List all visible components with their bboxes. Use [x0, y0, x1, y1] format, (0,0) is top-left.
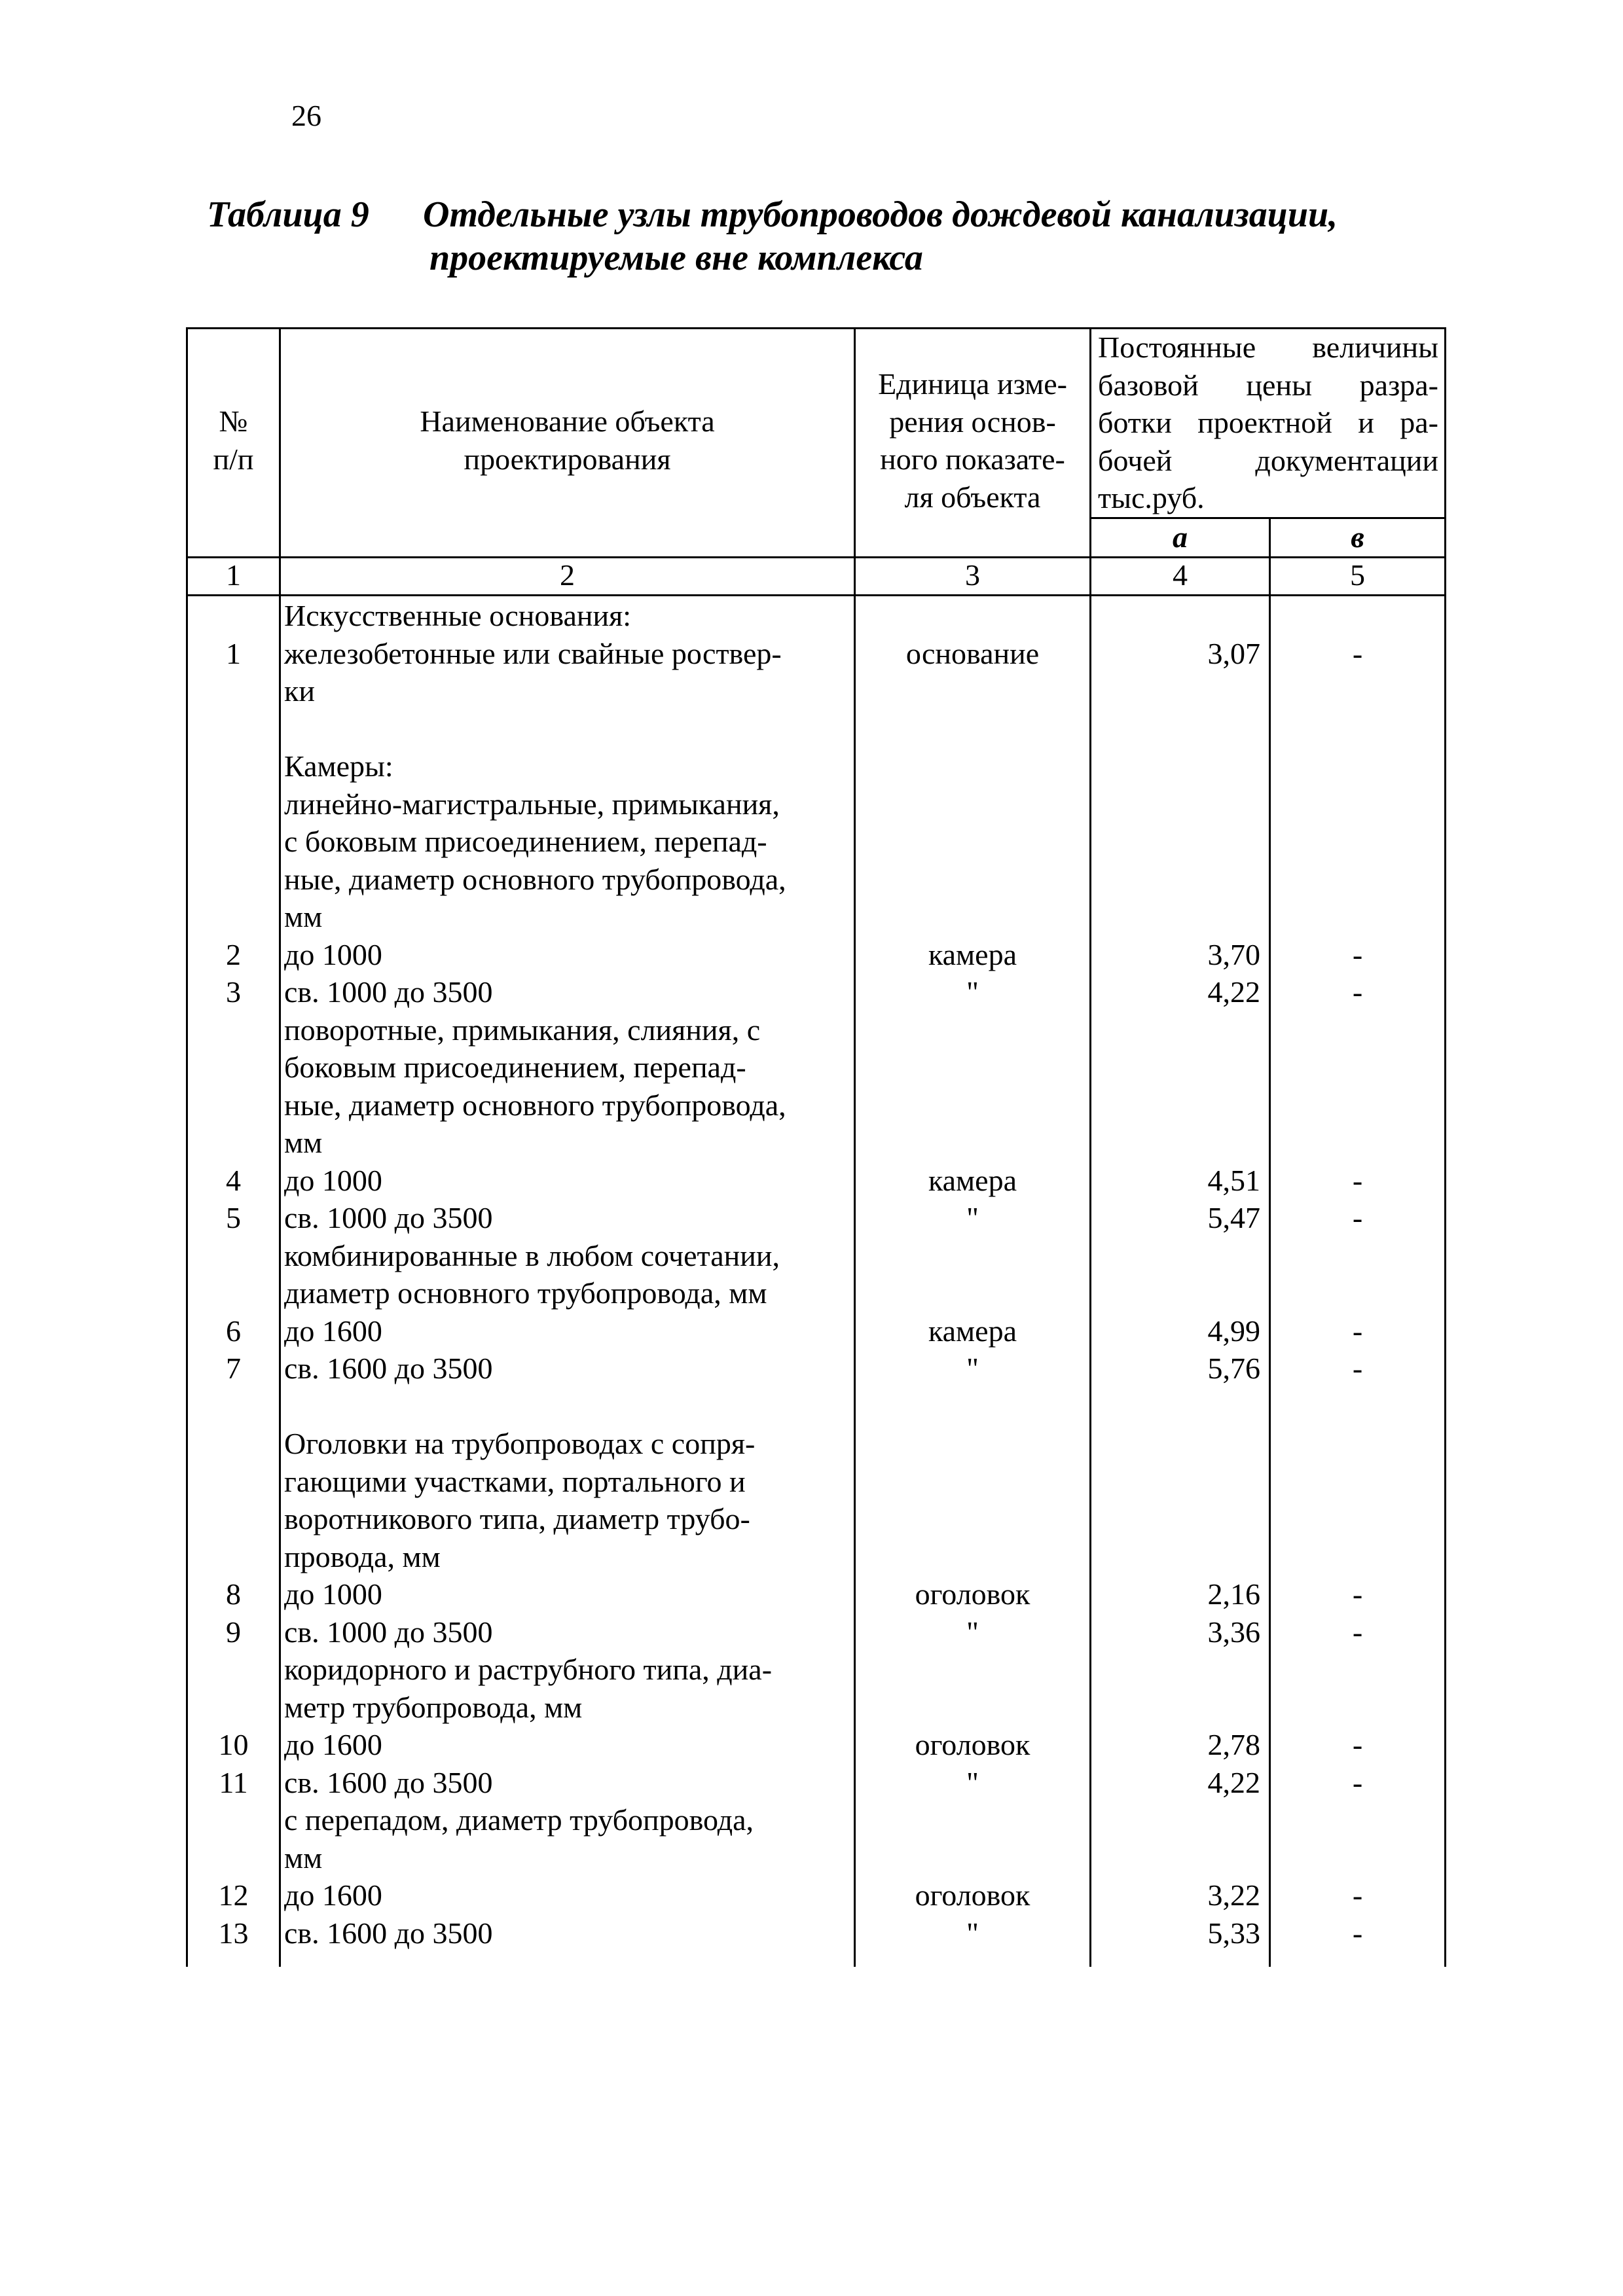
row-name: комбинированные в любом сочетании, [284, 1238, 780, 1272]
row-number: 2 [226, 937, 241, 971]
row-number: 9 [226, 1615, 241, 1649]
row-name: до 1000 [284, 1163, 382, 1197]
column-number: 5 [1350, 558, 1365, 592]
column-number: 3 [965, 558, 980, 592]
row-value-a: 4,22 [1207, 975, 1260, 1009]
row-value-b: - [1352, 937, 1363, 971]
row-name: метр трубопровода, мм [284, 1690, 583, 1724]
row-value-b: - [1352, 975, 1363, 1009]
row-name: диаметр основного трубопровода, мм [284, 1276, 767, 1310]
row-name: провода, мм [284, 1539, 441, 1573]
row-unit: основание [905, 636, 1040, 670]
row-name: Камеры: [284, 749, 393, 783]
row-number: 6 [226, 1314, 241, 1348]
header-text-line: п/п [213, 442, 254, 476]
row-value-b: - [1352, 1201, 1363, 1234]
row-name: св. 1000 до 3500 [284, 1201, 493, 1234]
row-unit: оголовок [915, 1728, 1030, 1761]
row-name: св. 1600 до 3500 [284, 1352, 493, 1385]
header-constants [1098, 329, 1438, 517]
row-value-b: - [1352, 1314, 1363, 1348]
row-name: железобетонные или свайные роствер- [284, 636, 782, 670]
row-value-a: 4,51 [1207, 1163, 1260, 1197]
header-text-line: Единица изме- [878, 367, 1067, 401]
row-value-a: 4,99 [1207, 1314, 1260, 1348]
row-name: Искусственные основания: [284, 599, 632, 632]
row-value-a: 3,36 [1207, 1615, 1260, 1649]
header-text-line: тыс.руб. [1098, 481, 1205, 514]
row-value-a: 2,78 [1207, 1728, 1260, 1761]
row-name: коридорного и раструбного типа, диа- [284, 1653, 773, 1686]
row-value-b: - [1352, 1916, 1363, 1950]
row-number: 8 [226, 1577, 241, 1611]
row-name: до 1000 [284, 937, 382, 971]
row-value-b: - [1352, 1615, 1363, 1649]
row-number: 5 [226, 1201, 241, 1234]
header-name [281, 403, 854, 478]
row-name: до 1600 [284, 1878, 382, 1912]
header-text-line: ля объекта [904, 480, 1041, 514]
column-number: 1 [226, 558, 241, 592]
row-unit: " [966, 1201, 979, 1234]
row-value-b: - [1352, 1765, 1363, 1799]
table-title-line-2: проектируемые вне комплекса [429, 238, 923, 278]
row-value-a: 5,76 [1207, 1352, 1260, 1385]
row-unit: оголовок [915, 1878, 1030, 1912]
row-name: с перепадом, диаметр трубопровода, [284, 1803, 754, 1837]
row-value-b: - [1352, 1577, 1363, 1611]
row-unit: " [966, 1615, 979, 1649]
row-name: ки [284, 674, 315, 708]
row-value-b: - [1352, 1878, 1363, 1912]
row-name: св. 1000 до 3500 [284, 1615, 493, 1649]
header-text-line: Постоянные величины [1098, 331, 1438, 364]
row-name: до 1600 [284, 1728, 382, 1761]
row-name: до 1600 [284, 1314, 382, 1348]
row-name: мм [284, 1126, 323, 1159]
row-unit: камера [928, 937, 1017, 971]
row-value-b: - [1352, 1728, 1363, 1761]
row-unit: " [966, 1352, 979, 1385]
row-unit: " [966, 1916, 979, 1950]
table-label: Таблица 9 [207, 194, 369, 235]
row-unit: " [966, 975, 979, 1009]
row-name: гающими участками, портального и [284, 1464, 746, 1498]
subheader-b: в [1351, 520, 1364, 554]
row-name: мм [284, 900, 323, 933]
row-name: до 1000 [284, 1577, 382, 1611]
header-text-line: проектирования [464, 442, 671, 476]
row-name: боковым присоединением, перепад- [284, 1050, 746, 1084]
row-value-b: - [1352, 1163, 1363, 1197]
header-text-line: бочей документации [1098, 443, 1438, 477]
row-unit: камера [928, 1163, 1017, 1197]
row-value-b: - [1352, 1352, 1363, 1385]
header-text-line: ного показате- [880, 442, 1065, 476]
column-number: 4 [1173, 558, 1188, 592]
row-number: 10 [218, 1728, 249, 1761]
row-unit: оголовок [915, 1577, 1030, 1611]
row-name: св. 1000 до 3500 [284, 975, 493, 1009]
row-name: линейно-магистральные, примыкания, [284, 787, 780, 821]
row-name: мм [284, 1840, 323, 1874]
price-table [186, 327, 1446, 1967]
row-name: ные, диаметр основного трубопровода, [284, 1088, 786, 1122]
row-value-a: 3,07 [1207, 636, 1260, 670]
header-text-line: № [219, 404, 248, 438]
row-name: Оголовки на трубопроводах с сопря- [284, 1427, 756, 1460]
column-numbers-divider [186, 594, 1446, 596]
row-number: 13 [218, 1916, 249, 1950]
table-title-line-1: Отдельные узлы трубопроводов дождевой канализации, [423, 194, 1338, 235]
row-value-a: 3,22 [1207, 1878, 1260, 1912]
header-number [188, 403, 279, 478]
header-text-line: Наименование объекта [420, 404, 715, 438]
row-number: 4 [226, 1163, 241, 1197]
row-unit: " [966, 1765, 979, 1799]
row-number: 11 [219, 1765, 248, 1799]
row-number: 1 [226, 636, 241, 670]
row-number: 7 [226, 1352, 241, 1385]
row-value-a: 5,33 [1207, 1916, 1260, 1950]
table-border-right [1444, 327, 1446, 1967]
row-value-a: 3,70 [1207, 937, 1260, 971]
subheader-a: а [1173, 520, 1188, 554]
row-number: 12 [218, 1878, 249, 1912]
header-text-line: ботки проектной и ра- [1098, 406, 1438, 439]
row-value-b: - [1352, 636, 1363, 670]
row-value-a: 2,16 [1207, 1577, 1260, 1611]
row-name: ные, диаметр основного трубопровода, [284, 862, 786, 896]
row-unit: камера [928, 1314, 1017, 1348]
row-name: с боковым присоединением, перепад- [284, 825, 767, 858]
row-name: св. 1600 до 3500 [284, 1765, 493, 1799]
header-text-line: рения основ- [889, 404, 1056, 439]
row-number: 3 [226, 975, 241, 1009]
column-number: 2 [560, 558, 575, 592]
row-name: воротникового типа, диаметр трубо- [284, 1502, 750, 1535]
row-value-a: 4,22 [1207, 1765, 1260, 1799]
row-value-a: 5,47 [1207, 1201, 1260, 1234]
page-number: 26 [291, 99, 321, 132]
header-text-line: базовой цены разра- [1098, 368, 1438, 402]
header-unit [856, 365, 1089, 516]
row-name: св. 1600 до 3500 [284, 1916, 493, 1950]
row-name: поворотные, примыкания, слияния, с [284, 1013, 761, 1047]
